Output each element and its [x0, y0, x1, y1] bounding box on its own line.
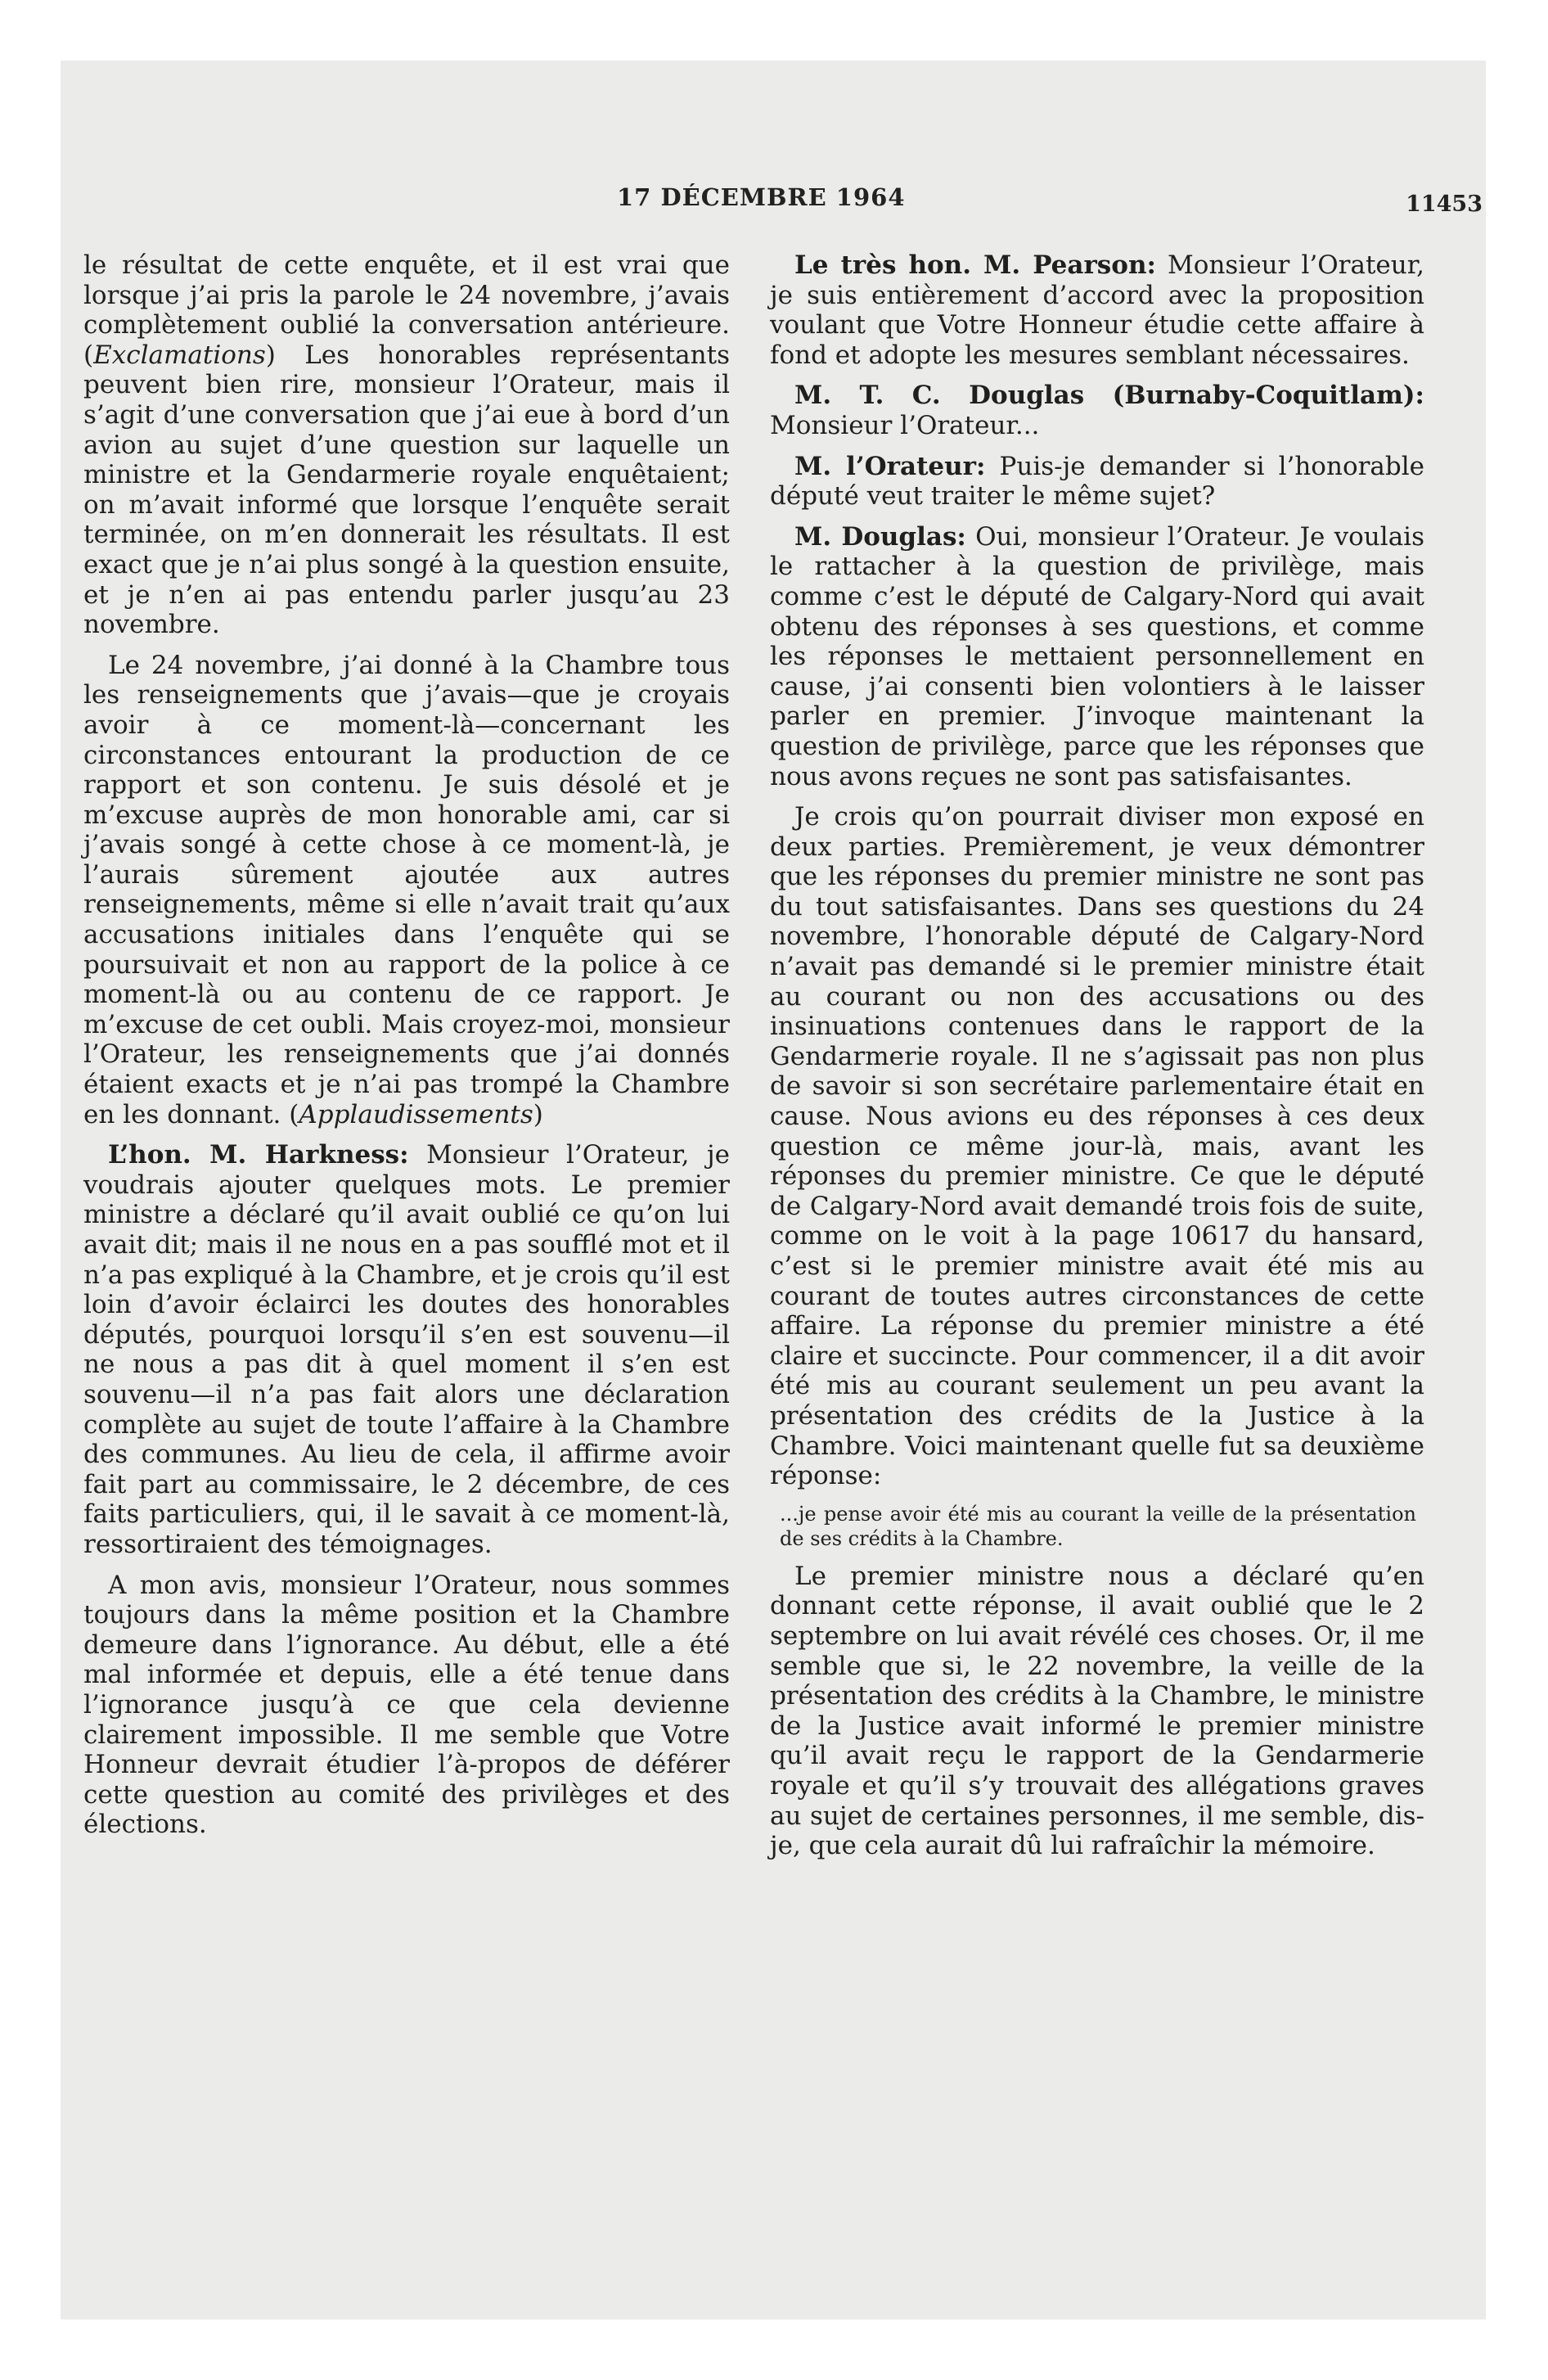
- left-p2-italic: Applaudissements: [299, 1099, 533, 1129]
- right-p3-text: Puis-je demander si l’honorable député veut traiter le même sujet?: [770, 451, 1425, 512]
- speaker-douglas-full: M. T. C. Douglas (Burnaby-Coquitlam):: [794, 381, 1424, 411]
- right-paragraph-6: Le premier ministre nous a déclaré qu’en donnant cette réponse, il avait oublié que le 2 septembre on lui avait révélé ces choses. Or, il me semble que si, le 22 novembre, la veille de la présentation des crédits à la Chambre, le ministre de la Justice avait informé le premier ministre qu’il avait reçu le rapport de la Gendarmerie royale et qu’il s’y trouvait des allégations graves au sujet de certaines personnes, il me semble, dis-je, que cela aurait dû lui rafraîchir la mémoire.: [770, 1561, 1424, 1861]
- left-paragraph-3: [83, 1140, 730, 1559]
- speaker-orateur: M. l’Orateur:: [794, 451, 986, 481]
- left-column: [83, 250, 730, 1840]
- speaker-douglas: M. Douglas:: [794, 521, 966, 552]
- right-p1-text: Monsieur l’Orateur, je suis entièrement d’accord avec la proposition voulant que Votre Honneur étudie cette affaire à fond et adopte les mesures semblant nécessaires.: [770, 250, 1424, 370]
- page-header: [61, 183, 1486, 216]
- right-paragraph-2: [770, 381, 1424, 440]
- header-date: 17 DÉCEMBRE 1964: [617, 183, 906, 211]
- right-column: [770, 250, 1424, 1861]
- left-paragraph-2: [83, 651, 730, 1130]
- left-paragraph-4: A mon avis, monsieur l’Orateur, nous sommes toujours dans la même position et la Chambre demeure dans l’ignorance. Au début, elle a été mal informée et depuis, elle a été tenue dans l’ignorance jusqu’à ce que cela devienne clairement impossible. Il me semble que Votre Honneur devrait étudier l’à-propos de déférer cette question au comité des privilèges et des élections.: [83, 1570, 730, 1840]
- block-quote: ...je pense avoir été mis au courant la veille de la présentation de ses crédits à la Chambre.: [780, 1502, 1416, 1550]
- right-p2-text: Monsieur l’Orateur...: [770, 410, 1040, 440]
- page-number: 11453: [1406, 192, 1483, 217]
- right-paragraph-5: Je crois qu’on pourrait diviser mon exposé en deux parties. Premièrement, je veux démontrer que les réponses du premier ministre ne sont pas du tout satisfaisantes. Dans ses questions du 24 novembre, l’honorable député de Calgary-Nord n’avait pas demandé si le premier ministre était au courant ou non des accusations ou des insinuations contenues dans le rapport de la Gendarmerie royale. Il ne s’agissait pas non plus de savoir si son secrétaire parlementaire était en cause. Nous avions eu des réponses à ces deux question ce même jour-là, mais, avant les réponses du premier ministre. Ce que le député de Calgary-Nord avait demandé trois fois de suite, comme on le voit à la page 10617 du hansard, c’est si le premier ministre avait été mis au courant de toutes autres circonstances de cette affaire. La réponse du premier ministre a été claire et succincte. Pour commencer, il a dit avoir été mis au courant seulement un peu avant la présentation des crédits de la Justice à la Chambre. Voici maintenant quelle fut sa deuxième réponse:: [770, 802, 1424, 1491]
- left-p2-text-b: ): [533, 1099, 543, 1129]
- speaker-pearson: Le très hon. M. Pearson:: [794, 250, 1156, 280]
- left-p1-text-a: le résultat de cette enquête, et il est vrai que lorsque j’ai pris la parole le 24 novembre, j’avais complètement oublié la conversation antérieure. (: [83, 250, 730, 370]
- left-p3-text: Monsieur l’Orateur, je voudrais ajouter quelques mots. Le premier ministre a déclaré qu’il avait oublié ce qu’on lui avait dit; mais il ne nous en a pas soufflé mot et il n’a pas expliqué à la Chambre, et je crois qu’il est loin d’avoir éclairci les doutes des honorables députés, pourquoi lorsqu’il s’en est souvenu—il ne nous a pas dit à quel moment il s’en est souvenu—il n’a pas fait alors une déclaration complète au sujet de toute l’affaire à la Chambre des communes. Au lieu de cela, il affirme avoir fait part au commissaire, le 2 décembre, de ces faits particuliers, qui, il le savait à ce moment-là, ressortiraient des témoignages.: [83, 1140, 730, 1559]
- right-p4-text: Oui, monsieur l’Orateur. Je voulais le rattacher à la question de privilège, mais comme c’est le député de Calgary-Nord qui avait obtenu des réponses à ses questions, et comme les réponses le mettaient personnellement en cause, j’ai consenti bien volontiers à le laisser parler en premier. J’invoque maintenant la question de privilège, parce que les réponses que nous avons reçues ne sont pas satisfaisantes.: [770, 521, 1424, 791]
- page-sheet: [61, 61, 1486, 2319]
- left-p1-text-b: ) Les honorables représentants peuvent bien rire, monsieur l’Orateur, mais il s’agit d’une conversation que j’ai eue à bord d’un avion au sujet d’une question sur laquelle un ministre et la Gendarmerie royale enquêtaient; on m’avait informé que lorsque l’enquête serait terminée, on m’en donnerait les résultats. Il est exact que je n’ai plus songé à la question ensuite, et je n’en ai pas entendu parler jusqu’au 23 novembre.: [83, 340, 730, 640]
- right-paragraph-3: [770, 452, 1424, 512]
- left-p1-italic: Exclamations: [93, 340, 266, 370]
- left-paragraph-1: [83, 250, 730, 640]
- speaker-harkness: L’hon. M. Harkness:: [108, 1140, 409, 1170]
- right-paragraph-4: [770, 522, 1424, 791]
- right-paragraph-1: [770, 250, 1424, 370]
- left-p2-text-a: Le 24 novembre, j’ai donné à la Chambre tous les renseignements que j’avais—que je croyais avoir à ce moment-là—concernant les circonstances entourant la production de ce rapport et son contenu. Je suis désolé et je m’excuse auprès de mon honorable ami, car si j’avais songé à cette chose à ce moment-là, je l’aurais sûrement ajoutée aux autres renseignements, même si elle n’avait trait qu’aux accusations initiales dans l’enquête qui se poursuivait et non au rapport de la police à ce moment-là ou au contenu de ce rapport. Je m’excuse de cet oubli. Mais croyez-moi, monsieur l’Orateur, les renseignements que j’ai donnés étaient exacts et je n’ai pas trompé la Chambre en les donnant. (: [83, 650, 730, 1129]
